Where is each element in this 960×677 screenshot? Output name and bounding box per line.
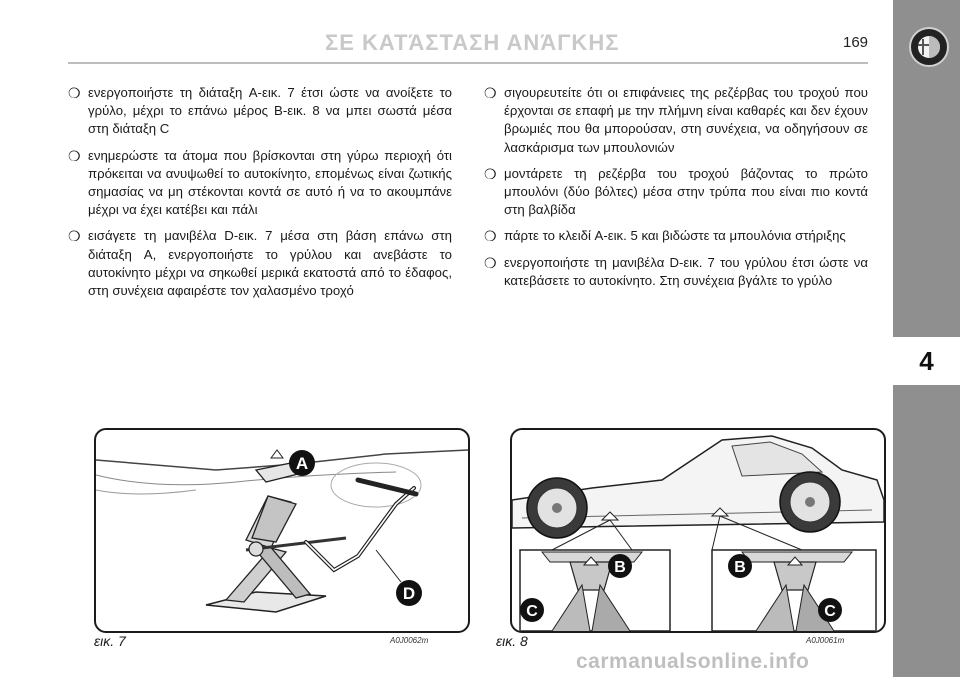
figure-7-caption: εικ. 7 <box>94 633 126 649</box>
bullet-icon: ❍ <box>68 228 81 245</box>
jack-crank-drawing <box>96 430 468 631</box>
figure-8-caption: εικ. 8 <box>496 633 528 649</box>
callout-c-left <box>520 598 544 622</box>
figure-8-lifting-points-illustration <box>510 428 886 633</box>
callout-label: B <box>614 559 626 576</box>
callout-d <box>396 580 422 606</box>
header-divider <box>68 62 868 64</box>
callout-b-left <box>608 554 632 578</box>
brand-logo-icon <box>909 27 949 67</box>
left-text-column <box>68 84 452 308</box>
figure-7-code: A0J0062m <box>390 636 429 645</box>
list-item-text: πάρτε το κλειδί A-εικ. 5 και βιδώστε τα μπουλόνια στήριξης <box>504 228 846 244</box>
list-item <box>68 147 452 220</box>
bullet-icon: ❍ <box>68 147 81 164</box>
page-number: 169 <box>843 34 869 51</box>
list-item-text: εισάγετε τη μανιβέλα D-εικ. 7 μέσα στη βάση επάνω στη διάταξη A, ενεργοποιήστε το γρύλου και ανεβάστε το αυτοκίνητο μέχρι να σηκωθεί μερικά εκατοστά από το έδαφος, στη συνέχεια αφαιρέστε τον χαλασμένο τροχό <box>88 228 452 299</box>
callout-a <box>289 450 315 476</box>
list-item <box>484 165 868 220</box>
callout-label: C <box>526 603 538 620</box>
list-item <box>68 84 452 139</box>
list-item-text: ενημερώστε τα άτομα που βρίσκονται στη γύρω περιοχή ότι πρόκειται να ανυψωθεί το αυτοκίνητο, επομένως είναι ζωτικής σημασίας να μη στέκονται κοντά σε αυτό ή να το ακουμπάνε μέχρι να έχει κατέβει και πάλι <box>88 147 452 218</box>
bullet-icon: ❍ <box>484 254 497 271</box>
bullet-icon: ❍ <box>68 85 81 101</box>
figure-8-code: A0J0061m <box>806 636 845 645</box>
list-item-text: ενεργοποιήστε τη μανιβέλα D-εικ. 7 του γρύλου έτσι ώστε να κατεβάσετε το αυτοκίνητο. Στη συνέχεια βγάλτε το γρύλο <box>504 254 868 288</box>
bullet-icon: ❍ <box>484 85 497 101</box>
watermark: carmanualsonline.info <box>576 650 810 673</box>
list-item <box>484 227 868 245</box>
list-item <box>68 227 452 300</box>
chapter-number: 4 <box>893 337 960 385</box>
list-item-text: σιγουρευτείτε ότι οι επιφάνειες της ρεζέρβας του τροχού που έρχονται σε επαφή με την πλήμνη είναι καθαρές και δεν έχουν βρωμιές που θα μπορούσαν, στη συνέχεια, να οδηγήσουν σε λασκάρισμα των μπουλονιών <box>504 85 868 155</box>
car-jack-points-drawing <box>512 430 884 631</box>
right-text-column <box>484 84 868 298</box>
list-item <box>484 254 868 290</box>
callout-label: D <box>402 584 416 603</box>
callout-label: B <box>734 559 746 576</box>
callout-c-right <box>818 598 842 622</box>
list-item <box>484 84 868 157</box>
bullet-icon: ❍ <box>484 165 497 182</box>
page-title: ΣΕ ΚΑΤΆΣΤΑΣΗ ΑΝΆΓΚΗΣ <box>325 30 620 55</box>
callout-label: A <box>295 454 309 473</box>
callout-b-right <box>728 554 752 578</box>
chapter-side-tab <box>893 0 960 677</box>
list-item-text: μοντάρετε τη ρεζέρβα του τροχού βάζοντας το πρώτο μπουλόνι (δύο βόλτες) μέσα στην τρύπα που είναι πιο κοντά στη βαλβίδα <box>504 165 868 218</box>
bullet-icon: ❍ <box>484 228 497 245</box>
callout-label: C <box>824 603 836 620</box>
figure-7-jack-illustration <box>94 428 470 633</box>
list-item-text: ενεργοποιήστε τη διάταξη A-εικ. 7 έτσι ώστε να ανοίξετε το γρύλο, μέχρι το επάνω μέρος B-εικ. 8 να μπει σωστά μέσα στη διάταξη C <box>88 85 452 137</box>
